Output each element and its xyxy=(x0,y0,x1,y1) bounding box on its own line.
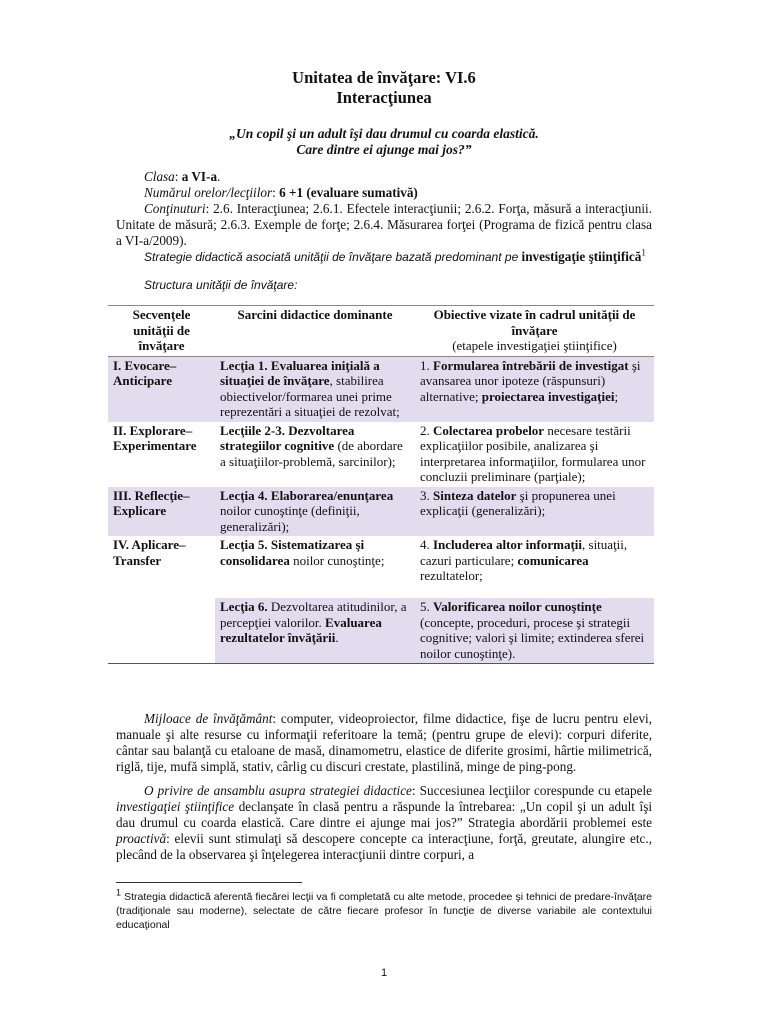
hours-value: 6 +1 xyxy=(279,185,304,200)
row-objective: 5. Valorificarea noilor cunoştinţe (concepte, proceduri, procese şi strategii cognitive; valori şi limite; extinderea sferei noilor cunoştinţe). xyxy=(415,598,654,664)
hours-line: Numărul orelor/lecţiilor: 6 +1 (evaluare sumativă) xyxy=(144,185,418,200)
structure-caption xyxy=(116,277,652,293)
table-header-row xyxy=(108,306,654,357)
header-objectives-sub: (etapele investigaţiei ştiinţifice) xyxy=(452,338,617,353)
class-line: Clasa: a VI-a. xyxy=(144,169,221,184)
strategy-paragraph xyxy=(116,249,652,265)
page-title: Unitatea de învăţare: VI.6 xyxy=(292,68,476,87)
row-task: Lecţia 6. Dezvoltarea atitudinilor, a percepţiei valorilor. Evaluarea rezultatelor învăţării. xyxy=(215,598,415,664)
row-task: Lecţia 5. Sistematizarea şi consolidarea noilor cunoştinţe; xyxy=(220,537,385,568)
row-sequence: IV. Aplicare– Transfer xyxy=(113,537,186,568)
strategy-text: Strategie didactică asociată unităţii de învăţare bazată predominant pe xyxy=(144,250,519,264)
row-sequence xyxy=(108,598,215,664)
resources-text: : computer, videoproiector, filme didactice, fişe de lucru pentru elevi, manuale şi alte resurse cu informaţii referitoare la temă; (pentru grupe de elevi): corpuri diferite, cântar sau balanţă cu etaloane de masă, dinamometru, elastice de diferite grosimi, hârtie milimetrică, riglă, tije, mufă simplă, stativ, cârlig cu discuri crestate, plastilină, minge de ping-pong. xyxy=(116,711,652,774)
row-task: Lecţia 1. Evaluarea iniţială a situaţiei de învăţare, stabilirea obiectivelor/formarea unei prime reprezentări a situaţiei de rezolvat; xyxy=(215,356,415,422)
contents-paragraph: Conţinuturi: 2.6. Interacţiunea; 2.6.1. Efectele interacţiunii; 2.6.2. Forţa, măsură a interacţiunii. Unitate de măsură; 2.6.3. Exemple de forţe; 2.6.4. Măsurarea forţei (Programa de fizică pentru clasa a VI-a/2009). xyxy=(116,201,652,248)
table-row xyxy=(108,536,654,598)
header-sequences: Secvenţele unităţii de învăţare xyxy=(108,306,215,357)
header-tasks: Sarcini didactice dominante xyxy=(215,306,415,357)
learning-units-table xyxy=(108,305,654,664)
row-objective: 2. Colectarea probelor necesare testării explicaţiilor posibile, analizarea şi interpretarea informaţiilor, formularea unor concluzii preliminare (parţiale); xyxy=(420,422,646,484)
row-objective: 1. Formularea întrebării de investigat şi avansarea unor ipoteze (răspunsuri) alternative; proiectarea investigaţiei; xyxy=(415,356,654,422)
table-row xyxy=(108,356,654,422)
row-sequence: I. Evocare– Anticipare xyxy=(108,356,215,422)
overview-paragraph: O privire de ansamblu asupra strategiei didactice: Succesiunea lecţiilor corespunde cu etapele investigaţiei ştiinţifice declanşate în clasă pentru a răspunde la întrebarea: „Un copil şi un adult îşi dau drumul cu coarda elastică. Care dintre ei ajunge mai jos?” Strategia abordării problemei este proactivă: elevii sunt stimulaţi să descopere concepte ca interacţiune, forţă, greutate, alungire etc., plecând de la observarea şi înţelegerea interacţiunii dintre corpuri, a xyxy=(116,783,652,862)
table-row xyxy=(108,487,654,537)
hours-note: (evaluare sumativă) xyxy=(306,185,418,200)
footnote-divider xyxy=(116,882,302,883)
row-task: Lecţiile 2-3. Dezvoltarea strategiilor cognitive (de abordare a situaţiilor-problemă, sarcinilor); xyxy=(220,422,403,469)
resources-label: Mijloace de învăţământ xyxy=(144,711,273,726)
table-row xyxy=(108,422,654,487)
table-row xyxy=(108,598,654,664)
footnote-text: Strategia didactică aferentă fiecărei lecţii va fi completată cu alte metode, procedee şi tehnici de predare-învăţare (tradiţionale sau moderne), selectate de către fiecare profesor în funcţie de diverse variabile ale contextului educaţional xyxy=(116,891,652,931)
header-objectives: Obiective vizate în cadrul unităţii de învăţare (etapele investigaţiei ştiinţifice) xyxy=(415,306,654,357)
footnote-ref: 1 xyxy=(641,247,646,258)
resources-paragraph xyxy=(116,711,652,775)
class-label: Clasa xyxy=(144,169,175,184)
row-sequence: III. Reflecţie– Explicare xyxy=(108,487,215,537)
hours-label: Numărul orelor/lecţiilor xyxy=(144,185,273,200)
strategy-bold: investigaţie ştiinţifică xyxy=(521,249,642,264)
motto-line-2: Care dintre ei ajunge mai jos?” xyxy=(296,142,472,157)
page-number: 1 xyxy=(380,967,388,979)
footnote-mark: 1 xyxy=(116,887,122,898)
motto-line-1: „Un copil şi un adult îşi dau drumul cu coarda elastică. xyxy=(229,126,539,141)
contents-text: 2.6. Interacţiunea; 2.6.1. Efectele interacţiunii; 2.6.2. Forţa, măsură a interacţiunii. Unitate de măsură; 2.6.3. Exemple de forţe; 2.6.4. Măsurarea forţei (Programa de fizică pentru clasa a VI-a/2009). xyxy=(116,201,652,248)
row-sequence: II. Explorare– Experimentare xyxy=(113,422,197,453)
row-objective: 3. Sinteza datelor şi propunerea unei explicaţii (generalizări); xyxy=(415,487,654,537)
overview-label: O privire de ansamblu asupra strategiei didactice xyxy=(144,783,412,798)
row-objective: 4. Includerea altor informaţii, situaţii, cazuri particulare; comunicarea rezultatelor; xyxy=(420,537,628,583)
class-value: a VI-a xyxy=(181,169,218,184)
row-task: Lecţia 4. Elaborarea/enunţarea noilor cunoştinţe (definiţii, generalizări); xyxy=(215,487,415,537)
contents-label: Conţinuturi xyxy=(144,201,206,216)
page-subtitle: Interacţiunea xyxy=(336,88,432,107)
structure-text: Structura unităţii de învăţare: xyxy=(144,278,298,292)
footnote xyxy=(116,887,652,932)
